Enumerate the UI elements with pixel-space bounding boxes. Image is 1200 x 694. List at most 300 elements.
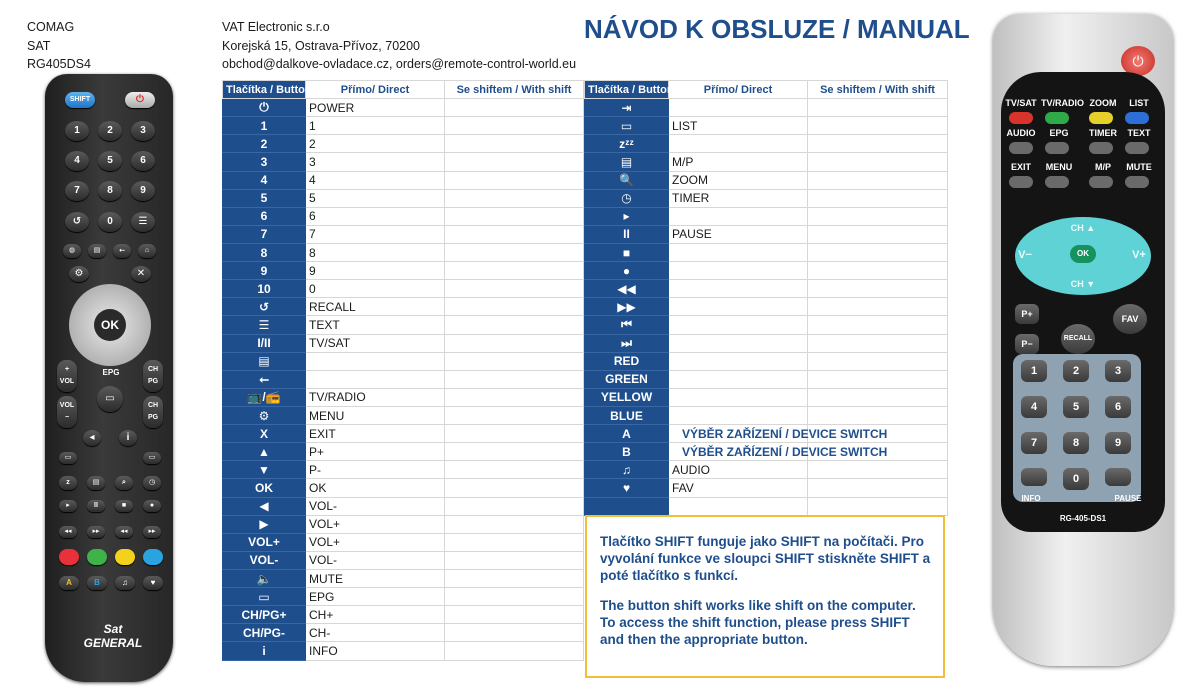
table-row [223, 624, 584, 642]
shift-function-cell [445, 406, 584, 424]
button-key-cell: GREEN [585, 370, 669, 388]
tvsat-icon: ◍ [63, 244, 81, 258]
shift-note-cz: Tlačítko SHIFT funguje jako SHIFT na počítači. Pro vyvolání funkce ve sloupci SHIFT stiskněte SHIFT a poté tlačítko s funkcí. [600, 534, 931, 583]
button-key-cell: 📺/📻 [223, 388, 306, 406]
shift-function-cell [808, 262, 948, 280]
audio-button [1009, 142, 1033, 154]
table-row [585, 243, 948, 261]
button-key-cell: ■ [585, 243, 669, 261]
b-button: B [87, 576, 107, 590]
direct-function-cell: 3 [306, 153, 445, 171]
direct-function-cell: MUTE [306, 569, 445, 587]
direct-function-cell [669, 406, 808, 424]
label-tvradio: TV/RADIO [1041, 98, 1085, 108]
table-row [223, 515, 584, 533]
button-key-cell: ⚙ [223, 406, 306, 424]
direct-function-cell [669, 135, 808, 153]
table-row [585, 153, 948, 171]
table-row [223, 298, 584, 316]
col-header-shift: Se shiftem / With shift [445, 81, 584, 99]
shift-function-cell [808, 388, 948, 406]
direct-function-cell: POWER [306, 99, 445, 117]
button-key-cell: ♫ [585, 461, 669, 479]
table-row [585, 443, 948, 461]
button-key-cell: 3 [223, 153, 306, 171]
epg-icon: ▭ [97, 386, 123, 412]
table-row [223, 370, 584, 388]
navigation-dpad [69, 284, 151, 366]
page-title: NÁVOD K OBSLUZE / MANUAL [584, 14, 970, 44]
direct-function-cell: 0 [306, 280, 445, 298]
table-row [223, 225, 584, 243]
timer-icon: ◷ [143, 476, 161, 490]
shift-function-cell [445, 588, 584, 606]
pause-label: PAUSE [1114, 494, 1142, 503]
direct-function-cell [669, 207, 808, 225]
usb-icon: ⭠ [113, 244, 131, 258]
col-header-direct: Přímo/ Direct [306, 81, 445, 99]
green-button [1045, 112, 1069, 124]
digit-1: 1 [65, 121, 89, 141]
button-key-cell: ◷ [585, 189, 669, 207]
shift-function-cell [445, 606, 584, 624]
digit-5: 5 [98, 151, 122, 171]
red-button [1009, 112, 1033, 124]
col-header-shift: Se shiftem / With shift [808, 81, 948, 99]
direct-function-cell: EPG [306, 588, 445, 606]
table-row [223, 388, 584, 406]
audio-icon: ♫ [115, 576, 135, 590]
sleep-icon: z [59, 476, 77, 490]
table-row [223, 642, 584, 660]
direct-function-cell [669, 262, 808, 280]
shift-function-cell [445, 497, 584, 515]
button-key-cell: A [585, 425, 669, 443]
digit-7: 7 [65, 181, 89, 201]
direct-function-cell: 7 [306, 225, 445, 243]
direct-function-cell: OK [306, 479, 445, 497]
shift-function-cell [808, 479, 948, 497]
shift-function-cell [445, 388, 584, 406]
timer-button [1089, 142, 1113, 154]
digit-9: 9 [1105, 432, 1131, 454]
ch-minus-button: CH PG [143, 396, 163, 428]
pip-icon: ▭ [143, 452, 161, 464]
table-row [585, 316, 948, 334]
shift-function-cell [808, 316, 948, 334]
fav-heart-icon: ♥ [143, 576, 163, 590]
device-info [27, 18, 91, 74]
direct-function-cell [669, 99, 808, 117]
button-key-cell: ▶▶ [585, 298, 669, 316]
mute-icon: ◂ [83, 430, 101, 446]
play-icon: ▸ [59, 500, 77, 512]
button-key-cell: VOL- [223, 551, 306, 569]
table-row [223, 207, 584, 225]
label-mp: M/P [1094, 162, 1111, 172]
button-key-cell: BLUE [585, 406, 669, 424]
digit-1: 1 [1021, 360, 1047, 382]
subtitle-icon: ▤ [88, 244, 106, 258]
table-row [585, 171, 948, 189]
table-row [585, 461, 948, 479]
table-row [585, 280, 948, 298]
menu-button [1045, 176, 1069, 188]
direct-function-cell [669, 334, 808, 352]
digit-6: 6 [131, 151, 155, 171]
table-row [585, 352, 948, 370]
shift-function-cell [808, 243, 948, 261]
tvradio-icon: ⌂ [138, 244, 156, 258]
table-row [223, 189, 584, 207]
menu-gear-icon: ⚙ [69, 266, 89, 282]
button-key-cell: i [223, 642, 306, 660]
device-model: RG405DS4 [27, 57, 91, 71]
table-row [223, 406, 584, 424]
direct-function-cell: P+ [306, 443, 445, 461]
button-key-cell: X [223, 425, 306, 443]
prev-icon: ◂◂ [115, 526, 133, 538]
remote-model-label: RG-405-DS1 [1059, 514, 1107, 523]
exit-button [1009, 176, 1033, 188]
text-icon: ☰ [131, 212, 155, 232]
label-tvsat: TV/SAT [1005, 98, 1037, 108]
direct-function-cell: TV/SAT [306, 334, 445, 352]
button-key-cell: ▭ [585, 117, 669, 135]
digit-4: 4 [65, 151, 89, 171]
direct-function-cell [669, 280, 808, 298]
button-key-cell: 8 [223, 243, 306, 261]
stop-icon: ■ [115, 500, 133, 512]
shift-function-cell [445, 425, 584, 443]
shift-function-cell [445, 370, 584, 388]
shift-function-cell [808, 225, 948, 243]
a-button: A [59, 576, 79, 590]
button-key-cell: ▤ [585, 153, 669, 171]
digit-2: 2 [1063, 360, 1089, 382]
shift-function-cell [808, 497, 948, 515]
button-key-cell: OK [223, 479, 306, 497]
button-key-cell: ⭠ [223, 370, 306, 388]
company-address: Korejská 15, Ostrava-Přívoz, 70200 [222, 38, 421, 53]
shift-function-cell [445, 243, 584, 261]
info-label: INFO [1021, 494, 1041, 503]
table-row [585, 370, 948, 388]
p-minus-button: P− [1015, 334, 1039, 354]
direct-function-cell: 2 [306, 135, 445, 153]
direct-function-cell: VOL+ [306, 515, 445, 533]
shift-function-cell [445, 533, 584, 551]
button-key-cell: ⏻ [223, 99, 306, 117]
table-row [223, 551, 584, 569]
button-key-cell: 1 [223, 117, 306, 135]
label-text: TEXT [1127, 128, 1151, 138]
shift-function-cell [808, 207, 948, 225]
table-row [223, 334, 584, 352]
yellow-button [1089, 112, 1113, 124]
direct-function-cell: AUDIO [669, 461, 808, 479]
direct-function-cell: CH- [306, 624, 445, 642]
button-key-cell: VOL+ [223, 533, 306, 551]
shift-function-cell [445, 352, 584, 370]
button-key-cell: ⇥ [585, 99, 669, 117]
shift-function-cell [445, 99, 584, 117]
shift-button: SHIFT [65, 92, 95, 108]
shift-function-cell [808, 334, 948, 352]
direct-function-cell: MENU [306, 406, 445, 424]
table-row [585, 189, 948, 207]
table-row [223, 352, 584, 370]
shift-note-en: The button shift works like shift on the computer. To access the shift function, please press SHIFT and then the appropriate button. [600, 598, 916, 647]
button-key-cell: B [585, 443, 669, 461]
button-table-left [222, 80, 584, 661]
vol-plus-button: + VOL [57, 360, 77, 392]
table-row [585, 207, 948, 225]
table-row [585, 406, 948, 424]
pause-icon: II [87, 500, 105, 512]
shift-function-cell [445, 551, 584, 569]
table-row [223, 117, 584, 135]
yellow-button [115, 549, 135, 565]
mute-button [1125, 176, 1149, 188]
direct-function-cell [669, 388, 808, 406]
direct-function-cell: VOL- [306, 497, 445, 515]
shift-function-cell [445, 298, 584, 316]
info-icon: i [119, 430, 137, 446]
digit-2: 2 [98, 121, 122, 141]
red-button [59, 549, 79, 565]
button-key-cell: ⏮ [585, 316, 669, 334]
shift-function-cell [445, 117, 584, 135]
label-menu: MENU [1045, 162, 1073, 172]
company-name: VAT Electronic s.r.o [222, 20, 330, 34]
ch-up-label: CH ▲ [1070, 223, 1096, 233]
device-brand: COMAG [27, 20, 75, 34]
button-key-cell: ◀◀ [585, 280, 669, 298]
digit-6: 6 [1105, 396, 1131, 418]
shift-note [585, 515, 945, 678]
table-row [223, 461, 584, 479]
shift-function-cell [445, 189, 584, 207]
shift-function-cell [445, 262, 584, 280]
direct-function-cell: VÝBĚR ZAŘÍZENÍ / DEVICE SWITCH [669, 425, 808, 443]
direct-function-cell: 9 [306, 262, 445, 280]
shift-function-cell [808, 280, 948, 298]
table-row [585, 298, 948, 316]
shift-function-cell [808, 352, 948, 370]
direct-function-cell [669, 370, 808, 388]
digit-3: 3 [1105, 360, 1131, 382]
digit-9: 9 [131, 181, 155, 201]
button-key-cell: 🔍 [585, 171, 669, 189]
direct-function-cell: LIST [669, 117, 808, 135]
info-button [1021, 468, 1047, 486]
table-row [585, 99, 948, 117]
pause-button [1105, 468, 1131, 486]
shift-function-cell [445, 153, 584, 171]
button-key-cell: zᶻᶻ [585, 135, 669, 153]
epg-label: EPG [102, 368, 120, 377]
epg-button [1045, 142, 1069, 154]
direct-function-cell: PAUSE [669, 225, 808, 243]
digit-8: 8 [1063, 432, 1089, 454]
direct-function-cell: M/P [669, 153, 808, 171]
direct-function-cell: VÝBĚR ZAŘÍZENÍ / DEVICE SWITCH [669, 443, 808, 461]
direct-function-cell [669, 243, 808, 261]
button-key-cell: ▼ [223, 461, 306, 479]
record-icon: ● [143, 500, 161, 512]
button-key-cell: ☰ [223, 316, 306, 334]
direct-function-cell [669, 497, 808, 515]
company-info [222, 18, 576, 74]
button-key-cell: ⏭ [585, 334, 669, 352]
label-zoom: ZOOM [1089, 98, 1117, 108]
shift-function-cell [808, 153, 948, 171]
table-row [585, 425, 948, 443]
label-timer: TIMER [1089, 128, 1117, 138]
green-button [87, 549, 107, 565]
col-header-direct: Přímo/ Direct [669, 81, 808, 99]
table-row [585, 497, 948, 515]
button-key-cell [585, 497, 669, 515]
digit-3: 3 [131, 121, 155, 141]
table-row [223, 262, 584, 280]
direct-function-cell: INFO [306, 642, 445, 660]
direct-function-cell: 1 [306, 117, 445, 135]
button-key-cell: CH/PG- [223, 624, 306, 642]
shift-function-cell [445, 171, 584, 189]
digit-4: 4 [1021, 396, 1047, 418]
button-key-cell: ♥ [585, 479, 669, 497]
label-list: LIST [1129, 98, 1149, 108]
table-row [585, 225, 948, 243]
table-row [223, 479, 584, 497]
vol-minus-label: V− [1018, 249, 1032, 261]
button-key-cell: 10 [223, 280, 306, 298]
table-row [585, 388, 948, 406]
shift-function-cell [808, 135, 948, 153]
table-row [223, 243, 584, 261]
button-key-cell: 5 [223, 189, 306, 207]
direct-function-cell: VOL- [306, 551, 445, 569]
ok-button: OK [94, 309, 126, 341]
table-row [223, 280, 584, 298]
table-row [223, 135, 584, 153]
table-row [223, 171, 584, 189]
shift-function-cell [808, 99, 948, 117]
fav-button: FAV [1113, 304, 1147, 334]
table-row [223, 99, 584, 117]
button-key-cell: ↺ [223, 298, 306, 316]
ok-button: OK [1070, 245, 1096, 263]
device-type: SAT [27, 38, 51, 53]
button-key-cell: 🔈 [223, 569, 306, 587]
table-row [223, 533, 584, 551]
direct-function-cell: TEXT [306, 316, 445, 334]
direct-function-cell: 6 [306, 207, 445, 225]
button-key-cell: II [585, 225, 669, 243]
shift-function-cell [445, 135, 584, 153]
digit-7: 7 [1021, 432, 1047, 454]
direct-function-cell [306, 352, 445, 370]
ch-down-label: CH ▼ [1070, 279, 1096, 289]
button-key-cell: ▶ [223, 515, 306, 533]
col-header-button: Tlačítka / Button [585, 81, 669, 99]
table-row [223, 569, 584, 587]
direct-function-cell [669, 316, 808, 334]
next-icon: ▸▸ [143, 526, 161, 538]
button-key-cell: ▸ [585, 207, 669, 225]
label-epg: EPG [1049, 128, 1069, 138]
shift-function-cell [445, 280, 584, 298]
table-row [223, 606, 584, 624]
zoom-icon: ⌕ [115, 476, 133, 490]
shift-function-cell [445, 624, 584, 642]
label-mute: MUTE [1126, 162, 1152, 172]
button-key-cell: 9 [223, 262, 306, 280]
mp-icon: ▤ [87, 476, 105, 490]
table-row [223, 443, 584, 461]
shift-function-cell [808, 189, 948, 207]
direct-function-cell: VOL+ [306, 533, 445, 551]
table-row [223, 153, 584, 171]
navigation-pad [1015, 217, 1151, 295]
company-contact: obchod@dalkove-ovladace.cz, orders@remote-control-world.eu [222, 57, 577, 71]
table-row [585, 135, 948, 153]
blue-button [143, 549, 163, 565]
direct-function-cell: EXIT [306, 425, 445, 443]
direct-function-cell [669, 298, 808, 316]
direct-function-cell: P- [306, 461, 445, 479]
direct-function-cell: 5 [306, 189, 445, 207]
direct-function-cell: ZOOM [669, 171, 808, 189]
button-key-cell: 6 [223, 207, 306, 225]
button-key-cell: CH/PG+ [223, 606, 306, 624]
vol-plus-label: V+ [1132, 249, 1146, 261]
text-button [1125, 142, 1149, 154]
shift-function-cell [445, 461, 584, 479]
p-plus-button: P+ [1015, 304, 1039, 324]
direct-function-cell: TIMER [669, 189, 808, 207]
button-key-cell: 7 [223, 225, 306, 243]
button-key-cell: I/II [223, 334, 306, 352]
direct-function-cell: FAV [669, 479, 808, 497]
remote-brand-logo: Sat GENERAL [83, 622, 143, 650]
shift-function-cell [445, 443, 584, 461]
exit-icon: ✕ [131, 266, 151, 282]
shift-function-cell [808, 406, 948, 424]
shift-function-cell [445, 334, 584, 352]
power-icon: ⏻ [125, 92, 155, 108]
digit-0: 0 [98, 212, 122, 232]
shift-function-cell [445, 316, 584, 334]
table-row [585, 262, 948, 280]
digit-5: 5 [1063, 396, 1089, 418]
vol-minus-button: VOL − [57, 396, 77, 428]
button-key-cell: ● [585, 262, 669, 280]
table-row [585, 117, 948, 135]
list-icon: ▭ [59, 452, 77, 464]
table-row [223, 316, 584, 334]
button-key-cell: ▭ [223, 588, 306, 606]
direct-function-cell: CH+ [306, 606, 445, 624]
label-audio: AUDIO [1006, 128, 1036, 138]
shift-function-cell [808, 370, 948, 388]
table-row [585, 479, 948, 497]
button-key-cell: YELLOW [585, 388, 669, 406]
direct-function-cell [669, 352, 808, 370]
power-icon: ⏻ [1121, 46, 1155, 76]
